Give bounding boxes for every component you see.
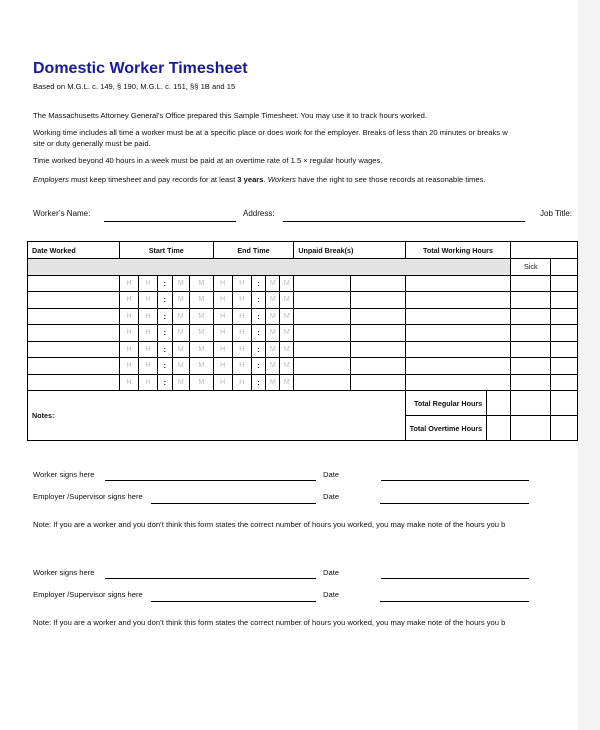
header-row [28,242,578,259]
end-time-digit-cell[interactable]: H [213,374,232,391]
unpaid-break-cell[interactable] [350,358,405,375]
start-time-digit-cell[interactable]: H [119,341,138,358]
end-time-digit-cell[interactable]: M [280,275,294,292]
start-time-digit-cell[interactable]: H [138,374,157,391]
address-label: Address: [243,209,275,218]
notes-cell[interactable]: Notes: [28,391,406,441]
end-time-digit-cell[interactable]: M [280,325,294,342]
unpaid-break-cell[interactable] [294,292,351,309]
total-hours-cell[interactable] [405,275,511,292]
end-time-digit-cell[interactable]: M [280,374,294,391]
records-text: have the right to see those records at reasonable times. [295,175,486,184]
unpaid-break-cell[interactable] [294,358,351,375]
start-time-digit-cell[interactable]: M [190,374,214,391]
end-time-colon: : [251,292,265,309]
sick-cell[interactable] [511,308,551,325]
unpaid-break-cell[interactable] [350,341,405,358]
total-hours-cell[interactable] [405,358,511,375]
extra-cell[interactable] [551,325,578,342]
start-time-digit-cell[interactable]: M [190,292,214,309]
unpaid-break-cell[interactable] [350,292,405,309]
end-time-colon: : [251,275,265,292]
worker-date-field[interactable] [381,480,529,481]
end-time-digit-cell[interactable]: M [280,308,294,325]
extra-cell[interactable] [551,358,578,375]
total-hours-cell[interactable] [405,325,511,342]
end-time-digit-cell[interactable]: H [213,358,232,375]
sick-cell[interactable] [511,374,551,391]
worker-sign-label: Worker signs here [33,568,95,577]
date-worked-cell[interactable] [28,292,120,309]
employer-date-field[interactable] [380,503,529,504]
records-text: must keep timesheet and pay records for at least [68,175,238,184]
start-time-digit-cell[interactable]: M [172,358,189,375]
employer-date-label: Date [323,492,340,501]
start-time-digit-cell[interactable]: M [172,341,189,358]
date-worked-cell[interactable] [28,275,120,292]
workers-text: Workers [267,175,296,184]
timesheet-table [27,241,578,441]
end-time-digit-cell[interactable]: H [232,308,251,325]
header-total-hours: Total Working Hours [405,242,511,259]
start-time-digit-cell[interactable]: H [119,292,138,309]
start-time-digit-cell[interactable]: H [138,275,157,292]
end-time-digit-cell[interactable]: M [266,374,280,391]
worker-sign-label: Worker signs here [33,470,95,479]
extra-cell[interactable] [551,341,578,358]
unpaid-break-cell[interactable] [294,325,351,342]
table-row [28,308,578,325]
worker-date-label: Date [323,568,340,577]
records-paragraph [33,174,486,185]
extra-cell[interactable] [551,292,578,309]
end-time-colon: : [251,358,265,375]
start-time-digit-cell[interactable]: H [138,325,157,342]
start-time-colon: : [158,341,172,358]
start-time-digit-cell[interactable]: H [138,341,157,358]
table-row [28,292,578,309]
worker-date-label: Date [323,470,340,479]
sick-cell[interactable] [511,341,551,358]
table-row [28,341,578,358]
start-time-colon: : [158,325,172,342]
end-time-digit-cell[interactable]: M [266,308,280,325]
start-time-digit-cell[interactable]: H [138,358,157,375]
working-time-paragraph [33,127,508,149]
end-time-digit-cell[interactable]: H [213,275,232,292]
employer-sign-label: Employer /Supervisor signs here [33,492,143,501]
job-title-label: Job Title: [540,209,573,218]
worker-name-label: Worker’s Name: [33,209,91,218]
start-time-digit-cell[interactable]: H [138,308,157,325]
start-time-digit-cell[interactable]: M [172,292,189,309]
worker-name-field[interactable] [104,221,236,222]
unpaid-break-cell[interactable] [294,341,351,358]
total-regular-hours-value[interactable] [487,391,511,416]
date-worked-cell[interactable] [28,308,120,325]
worker-signature-field[interactable] [105,578,316,579]
start-time-digit-cell[interactable]: H [119,308,138,325]
end-time-digit-cell[interactable]: H [232,374,251,391]
end-time-digit-cell[interactable]: M [266,275,280,292]
header-sick: Sick [511,259,551,276]
end-time-colon: : [251,374,265,391]
start-time-digit-cell[interactable]: H [138,292,157,309]
table-row [28,374,578,391]
end-time-digit-cell[interactable]: M [266,292,280,309]
unpaid-break-cell[interactable] [294,308,351,325]
start-time-digit-cell[interactable]: H [119,325,138,342]
employers-text: Employers [33,175,69,184]
start-time-digit-cell[interactable]: M [190,308,214,325]
start-time-colon: : [158,292,172,309]
viewer-background [578,0,600,730]
start-time-digit-cell[interactable]: M [172,374,189,391]
working-time-line-1: Working time includes all time a worker must be at a specific place or does work for the employer. Breaks of less than 20 minutes or breaks w [33,128,508,137]
start-time-digit-cell[interactable]: M [190,325,214,342]
header-extra [511,242,578,259]
start-time-digit-cell[interactable]: M [172,325,189,342]
unpaid-break-cell[interactable] [350,275,405,292]
end-time-digit-cell[interactable]: M [266,341,280,358]
total-hours-cell[interactable] [405,341,511,358]
note-text: Note: If you are a worker and you don’t think this form states the correct number of hours you worked, you may make note of the hours you b [33,618,506,627]
end-time-digit-cell[interactable]: H [232,341,251,358]
total-hours-cell[interactable] [405,374,511,391]
employer-signature-field[interactable] [151,601,316,602]
total-overtime-hours-label: Total Overtime Hours [405,416,487,441]
start-time-digit-cell[interactable]: M [172,308,189,325]
total-regular-hours-label: Total Regular Hours [405,391,487,416]
date-worked-cell[interactable] [28,358,120,375]
sick-cell[interactable] [511,325,551,342]
end-time-digit-cell[interactable]: H [213,325,232,342]
address-field[interactable] [283,221,525,222]
start-time-digit-cell[interactable]: M [172,275,189,292]
sick-total-cell[interactable] [511,416,551,441]
end-time-digit-cell[interactable]: M [280,358,294,375]
header-end-time: End Time [213,242,294,259]
total-hours-cell[interactable] [405,308,511,325]
end-time-digit-cell[interactable]: H [213,292,232,309]
sick-cell[interactable] [511,292,551,309]
header-start-time: Start Time [119,242,213,259]
extra-total-cell[interactable] [551,416,578,441]
start-time-digit-cell[interactable]: H [119,358,138,375]
sick-cell[interactable] [511,275,551,292]
start-time-digit-cell[interactable]: H [119,275,138,292]
employer-date-field[interactable] [380,601,529,602]
total-overtime-hours-value[interactable] [487,416,511,441]
end-time-digit-cell[interactable]: M [266,325,280,342]
subheader-band [28,259,511,276]
start-time-digit-cell[interactable]: M [190,275,214,292]
date-worked-cell[interactable] [28,374,120,391]
note-text: Note: If you are a worker and you don’t think this form states the correct number of hours you worked, you may make note of the hours you b [33,520,506,529]
start-time-digit-cell[interactable]: M [190,341,214,358]
sick-total-cell[interactable] [511,391,551,416]
end-time-digit-cell[interactable]: H [213,308,232,325]
end-time-digit-cell[interactable]: H [213,341,232,358]
subheader-row [28,259,578,276]
end-time-digit-cell[interactable]: H [232,275,251,292]
start-time-colon: : [158,374,172,391]
table-row [28,358,578,375]
unpaid-break-cell[interactable] [350,325,405,342]
worker-signature-field[interactable] [105,480,316,481]
end-time-digit-cell[interactable]: H [232,292,251,309]
date-worked-cell[interactable] [28,325,120,342]
records-text: . [263,175,268,184]
end-time-digit-cell[interactable]: H [232,358,251,375]
table-row [28,325,578,342]
employer-sign-label: Employer /Supervisor signs here [33,590,143,599]
date-worked-cell[interactable] [28,341,120,358]
end-time-colon: : [251,325,265,342]
unpaid-break-cell[interactable] [350,308,405,325]
start-time-colon: : [158,308,172,325]
end-time-digit-cell[interactable]: M [280,341,294,358]
overtime-paragraph: Time worked beyond 40 hours in a week must be paid at an overtime rate of 1.5 × regular hourly wages. [33,156,383,165]
extra-cell[interactable] [551,275,578,292]
employer-signature-field[interactable] [151,503,316,504]
start-time-colon: : [158,275,172,292]
end-time-digit-cell[interactable]: H [232,325,251,342]
page-title: Domestic Worker Timesheet [33,60,248,77]
start-time-digit-cell[interactable]: H [119,374,138,391]
end-time-colon: : [251,308,265,325]
table-row [28,275,578,292]
header-extra-cell [551,259,578,276]
working-time-line-2: site or duty generally must be paid. [33,139,151,148]
unpaid-break-cell[interactable] [294,275,351,292]
end-time-digit-cell[interactable]: M [280,292,294,309]
end-time-digit-cell[interactable]: M [266,358,280,375]
header-unpaid-breaks: Unpaid Break(s) [294,242,405,259]
total-hours-cell[interactable] [405,292,511,309]
start-time-colon: : [158,358,172,375]
worker-date-field[interactable] [381,578,529,579]
start-time-digit-cell[interactable]: M [190,358,214,375]
totals-row [28,391,578,416]
header-date: Date Worked [28,242,120,259]
sick-cell[interactable] [511,358,551,375]
unpaid-break-cell[interactable] [350,374,405,391]
unpaid-break-cell[interactable] [294,374,351,391]
years-text: 3 years [237,175,264,184]
end-time-colon: : [251,341,265,358]
extra-cell[interactable] [551,374,578,391]
employer-date-label: Date [323,590,340,599]
intro-paragraph: The Massachusetts Attorney General’s Office prepared this Sample Timesheet. You may use it to track hours worked. [33,111,427,120]
extra-total-cell[interactable] [551,391,578,416]
extra-cell[interactable] [551,308,578,325]
subtitle: Based on M.G.L. c. 149, § 190, M.G.L. c. 151, §§ 1B and 15 [33,82,236,91]
